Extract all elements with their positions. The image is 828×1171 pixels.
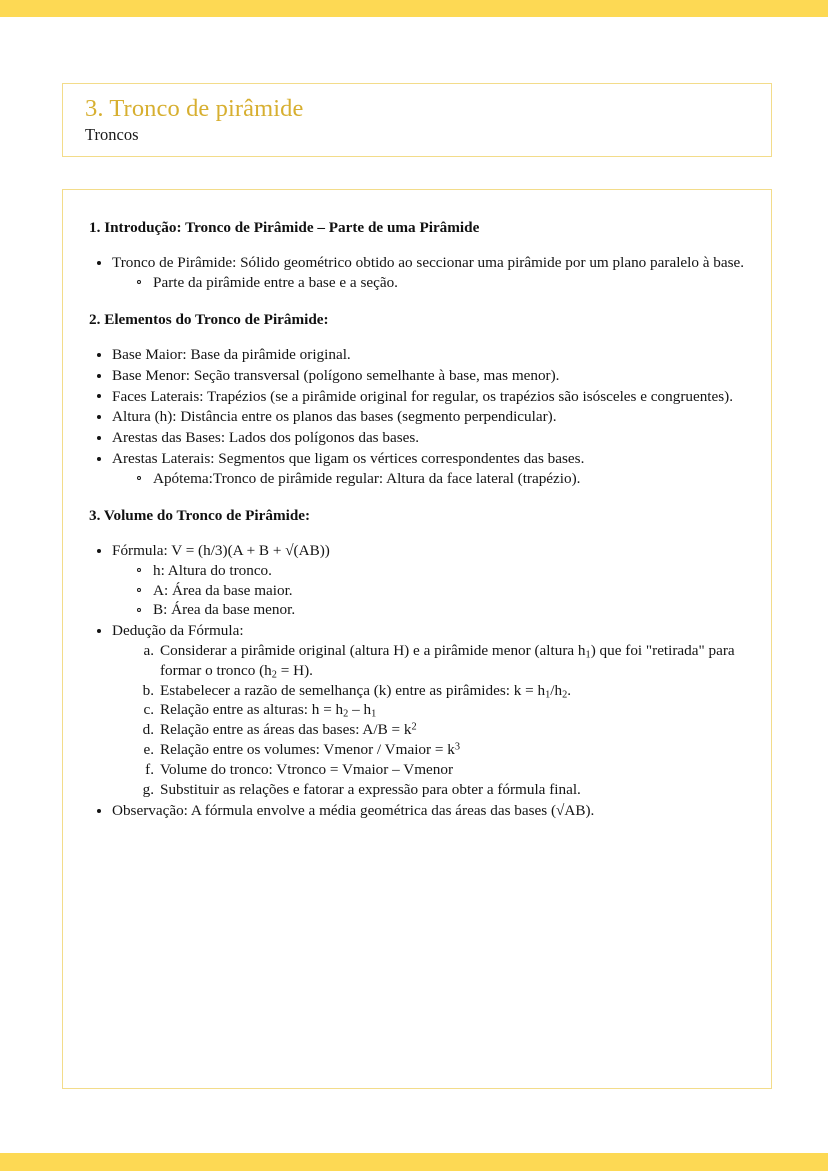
list-item-text: A: Área da base maior. — [153, 581, 293, 599]
page-title: 3. Tronco de pirâmide — [85, 95, 304, 122]
section-heading: 3. Volume do Tronco de Pirâmide: — [89, 507, 311, 525]
step-text: Estabelecer a razão de semelhança (k) entre as pirâmides: $k = h_1/h_2$. — [160, 681, 572, 701]
list-item-text: Arestas das Bases: Lados dos polígonos das bases. — [112, 429, 420, 446]
list-item — [89, 366, 745, 386]
step-text: Relação entre as áreas das bases: $A/B = k^2$ — [160, 721, 417, 739]
step-marker: d. — [142, 721, 154, 739]
list-item-text: B: Área da base menor. — [153, 601, 296, 619]
step-text: Relação entre as alturas: $h = h_2 - h_1$ — [160, 701, 377, 721]
list-item — [89, 449, 745, 489]
step-marker: c. — [143, 701, 154, 719]
bullet-list — [89, 253, 745, 293]
section-body — [89, 541, 745, 821]
top-accent-bar — [0, 0, 828, 17]
step-marker: e. — [143, 741, 154, 759]
list-item-text: Apótema:Tronco de pirâmide regular: Altura da face lateral (trapézio). — [153, 469, 581, 487]
disc-bullet-icon — [97, 436, 101, 440]
formula-text: Fórmula: V = (h/3)(A + B + √(AB)) — [112, 542, 330, 559]
list-item-text: Dedução da Fórmula: — [112, 622, 244, 639]
step-marker: f. — [145, 761, 154, 779]
step-text: Substituir as relações e fatorar a expressão para obter a fórmula final. — [160, 781, 581, 799]
circle-bullet-icon — [137, 280, 141, 284]
list-item — [134, 760, 745, 780]
step-text: Considerar a pirâmide original (altura H) e a pirâmide menor (altura $h_1$) que foi "retirada" para formar o tronco $(h_2 = H)$. — [160, 641, 735, 681]
section-body — [89, 345, 745, 488]
list-item-text: Altura (h): Distância entre os planos das bases (segmento perpendicular). — [112, 408, 557, 426]
section-volume — [89, 506, 745, 821]
step-marker: a. — [143, 641, 154, 659]
disc-bullet-icon — [97, 394, 101, 398]
list-item-text: Faces Laterais: Trapézios (se a pirâmide original for regular, os trapézios são isósceles e congruentes). — [112, 387, 734, 405]
disc-bullet-icon — [97, 415, 101, 419]
list-item — [134, 740, 745, 760]
section-heading: 2. Elementos do Tronco de Pirâmide: — [89, 311, 329, 329]
circle-bullet-icon — [137, 476, 141, 480]
disc-bullet-icon — [97, 629, 101, 633]
circle-bullet-icon — [137, 608, 141, 612]
list-item — [134, 780, 745, 800]
disc-bullet-icon — [97, 549, 101, 553]
list-item-text: Base Menor: Seção transversal (polígono semelhante à base, mas menor). — [112, 366, 560, 384]
list-item — [129, 600, 745, 620]
sub-bullet-list — [112, 273, 745, 293]
list-item — [134, 700, 745, 720]
disc-bullet-icon — [97, 261, 101, 265]
list-item-deducao — [89, 621, 745, 800]
section-elementos — [89, 310, 745, 488]
list-item-text: Observação: A fórmula envolve a média geométrica das áreas das bases (√AB). — [112, 802, 595, 819]
list-item-text: Base Maior: Base da pirâmide original. — [112, 346, 351, 363]
section-heading: 1. Introdução: Tronco de Pirâmide – Parte de uma Pirâmide — [89, 219, 480, 236]
list-item — [129, 561, 745, 581]
disc-bullet-icon — [97, 353, 101, 357]
list-item — [89, 345, 745, 365]
document-header-box — [62, 83, 772, 157]
list-item — [134, 720, 745, 740]
sub-bullet-list — [112, 561, 745, 620]
list-item-formula — [89, 541, 745, 620]
sub-bullet-list — [112, 469, 745, 489]
list-item — [89, 407, 745, 427]
bullet-list — [89, 345, 745, 488]
bullet-list — [89, 541, 745, 821]
step-text: Relação entre os volumes: Vmenor / Vmaior = $k^3$ — [160, 741, 460, 759]
list-item-text: Tronco de Pirâmide: Sólido geométrico obtido ao seccionar uma pirâmide por um plano paralelo à base. — [112, 253, 745, 271]
list-item — [134, 681, 745, 701]
section-introducao — [89, 218, 745, 292]
page-sheet — [0, 17, 828, 1153]
step-text: Volume do tronco: Vtronco = Vmaior – Vmenor — [160, 761, 454, 779]
disc-bullet-icon — [97, 457, 101, 461]
disc-bullet-icon — [97, 374, 101, 378]
list-item — [89, 253, 745, 293]
page-subtitle: Troncos — [85, 125, 139, 145]
step-marker: g. — [142, 781, 154, 799]
list-item — [89, 428, 745, 448]
list-item — [129, 273, 745, 293]
list-item — [89, 387, 745, 407]
document-content-box — [62, 189, 772, 1089]
list-item — [129, 469, 745, 489]
list-item — [134, 641, 745, 681]
bottom-accent-bar — [0, 1153, 828, 1171]
list-item-observacao — [89, 801, 745, 821]
list-item — [129, 581, 745, 601]
deduction-steps-list — [112, 641, 745, 800]
section-body — [89, 253, 745, 293]
circle-bullet-icon — [137, 568, 141, 572]
list-item-text: Parte da pirâmide entre a base e a seção. — [153, 273, 398, 291]
content-inner — [89, 218, 745, 821]
list-item-text: h: Altura do tronco. — [153, 561, 272, 579]
disc-bullet-icon — [97, 809, 101, 813]
step-marker: b. — [142, 681, 154, 699]
circle-bullet-icon — [137, 588, 141, 592]
list-item-text: Arestas Laterais: Segmentos que ligam os vértices correspondentes das bases. — [112, 449, 585, 467]
